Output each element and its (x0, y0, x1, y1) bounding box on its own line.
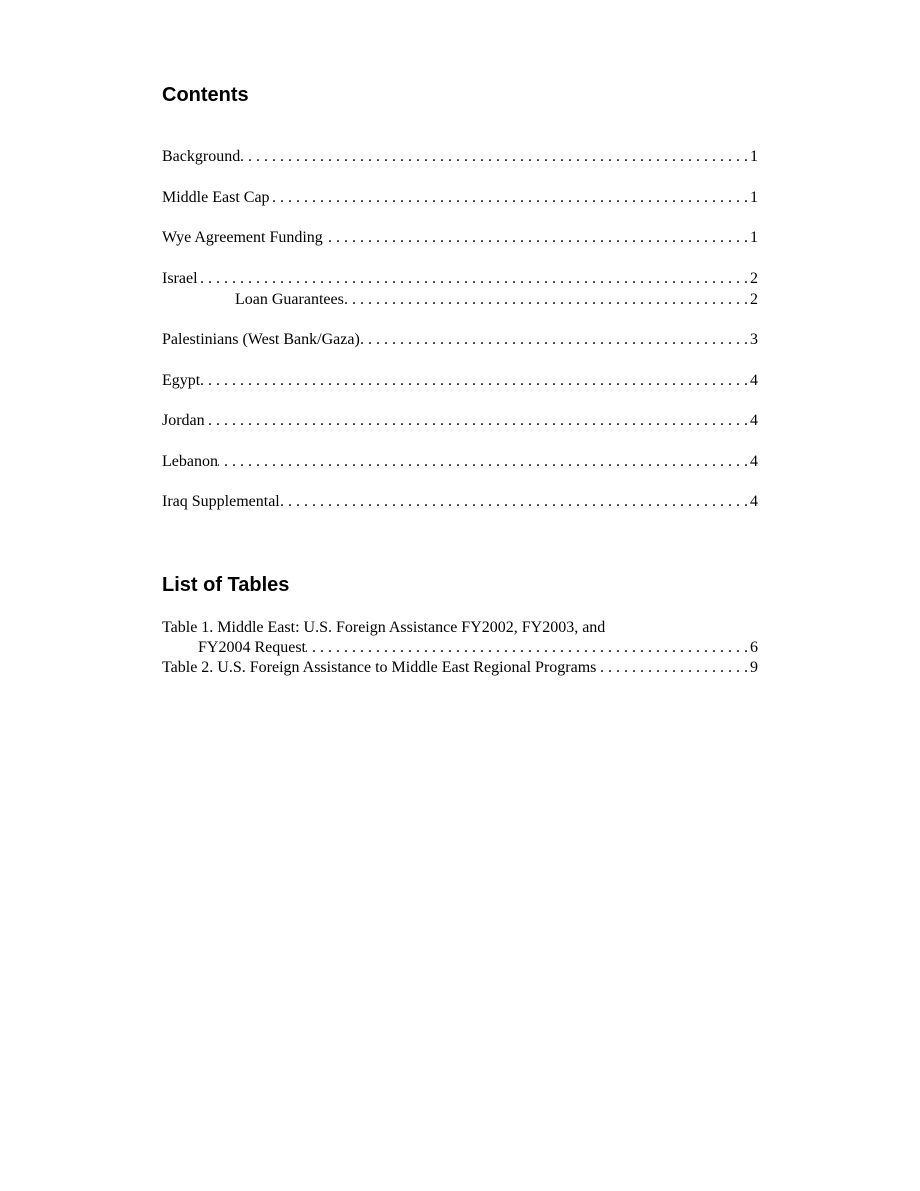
toc-entry-title: Background (162, 148, 241, 165)
toc-entry-page: 2 (750, 291, 758, 308)
toc-entry-page: 4 (750, 372, 758, 389)
toc-entry-loan-guarantees[interactable] (235, 290, 758, 310)
toc-entry-page: 9 (750, 659, 758, 676)
toc-entry-title: Egypt (162, 372, 201, 389)
toc-entry-egypt[interactable] (162, 371, 758, 391)
dot-leader (218, 452, 748, 472)
toc-entry-page: 3 (750, 331, 758, 348)
toc-entry-wye-agreement-funding[interactable] (162, 228, 758, 248)
toc-entry-title: Lebanon (162, 453, 218, 470)
dot-leader (344, 290, 748, 310)
toc-entry-title: Middle East Cap (162, 189, 270, 206)
dot-leader (270, 188, 748, 208)
table-entry-1[interactable] (198, 638, 758, 658)
list-of-tables-heading: List of Tables (162, 574, 290, 596)
dot-leader (360, 330, 748, 350)
toc-entry-page: 1 (750, 148, 758, 165)
toc-entry-title: Loan Guarantees (235, 291, 344, 308)
toc-entry-title: FY2004 Request (198, 639, 306, 656)
toc-entry-middle-east-cap[interactable] (162, 188, 758, 208)
toc-entry-page: 4 (750, 453, 758, 470)
toc-entry-title: Israel (162, 270, 198, 287)
toc-entry-iraq-supplemental[interactable] (162, 492, 758, 512)
toc-entry-page: 1 (750, 189, 758, 206)
toc-entry-title: Jordan (162, 412, 205, 429)
toc-entry-title: Iraq Supplemental (162, 493, 280, 510)
toc-entry-page: 1 (750, 229, 758, 246)
toc-entry-lebanon[interactable] (162, 452, 758, 472)
dot-leader (198, 269, 748, 289)
dot-leader (306, 638, 748, 658)
toc-entry-jordan[interactable] (162, 411, 758, 431)
toc-entry-page: 6 (750, 639, 758, 656)
toc-entry-page: 4 (750, 412, 758, 429)
toc-entry-israel[interactable] (162, 269, 758, 289)
dot-leader (200, 371, 748, 391)
dot-leader (596, 658, 748, 678)
contents-heading: Contents (162, 84, 249, 106)
toc-entry-page: 2 (750, 270, 758, 287)
dot-leader (323, 228, 748, 248)
toc-entry-palestinians[interactable] (162, 330, 758, 350)
table-entry-1-line1[interactable]: Table 1. Middle East: U.S. Foreign Assistance FY2002, FY2003, and (162, 619, 606, 636)
toc-entry-background[interactable] (162, 147, 758, 167)
toc-entry-title: Wye Agreement Funding (162, 229, 323, 246)
dot-leader (205, 411, 748, 431)
table-entry-2[interactable] (162, 658, 758, 678)
toc-entry-title: Palestinians (West Bank/Gaza) (162, 331, 360, 348)
toc-entry-page: 4 (750, 493, 758, 510)
dot-leader (240, 147, 748, 167)
dot-leader (280, 492, 748, 512)
toc-entry-title: Table 2. U.S. Foreign Assistance to Middle East Regional Programs (162, 659, 597, 676)
